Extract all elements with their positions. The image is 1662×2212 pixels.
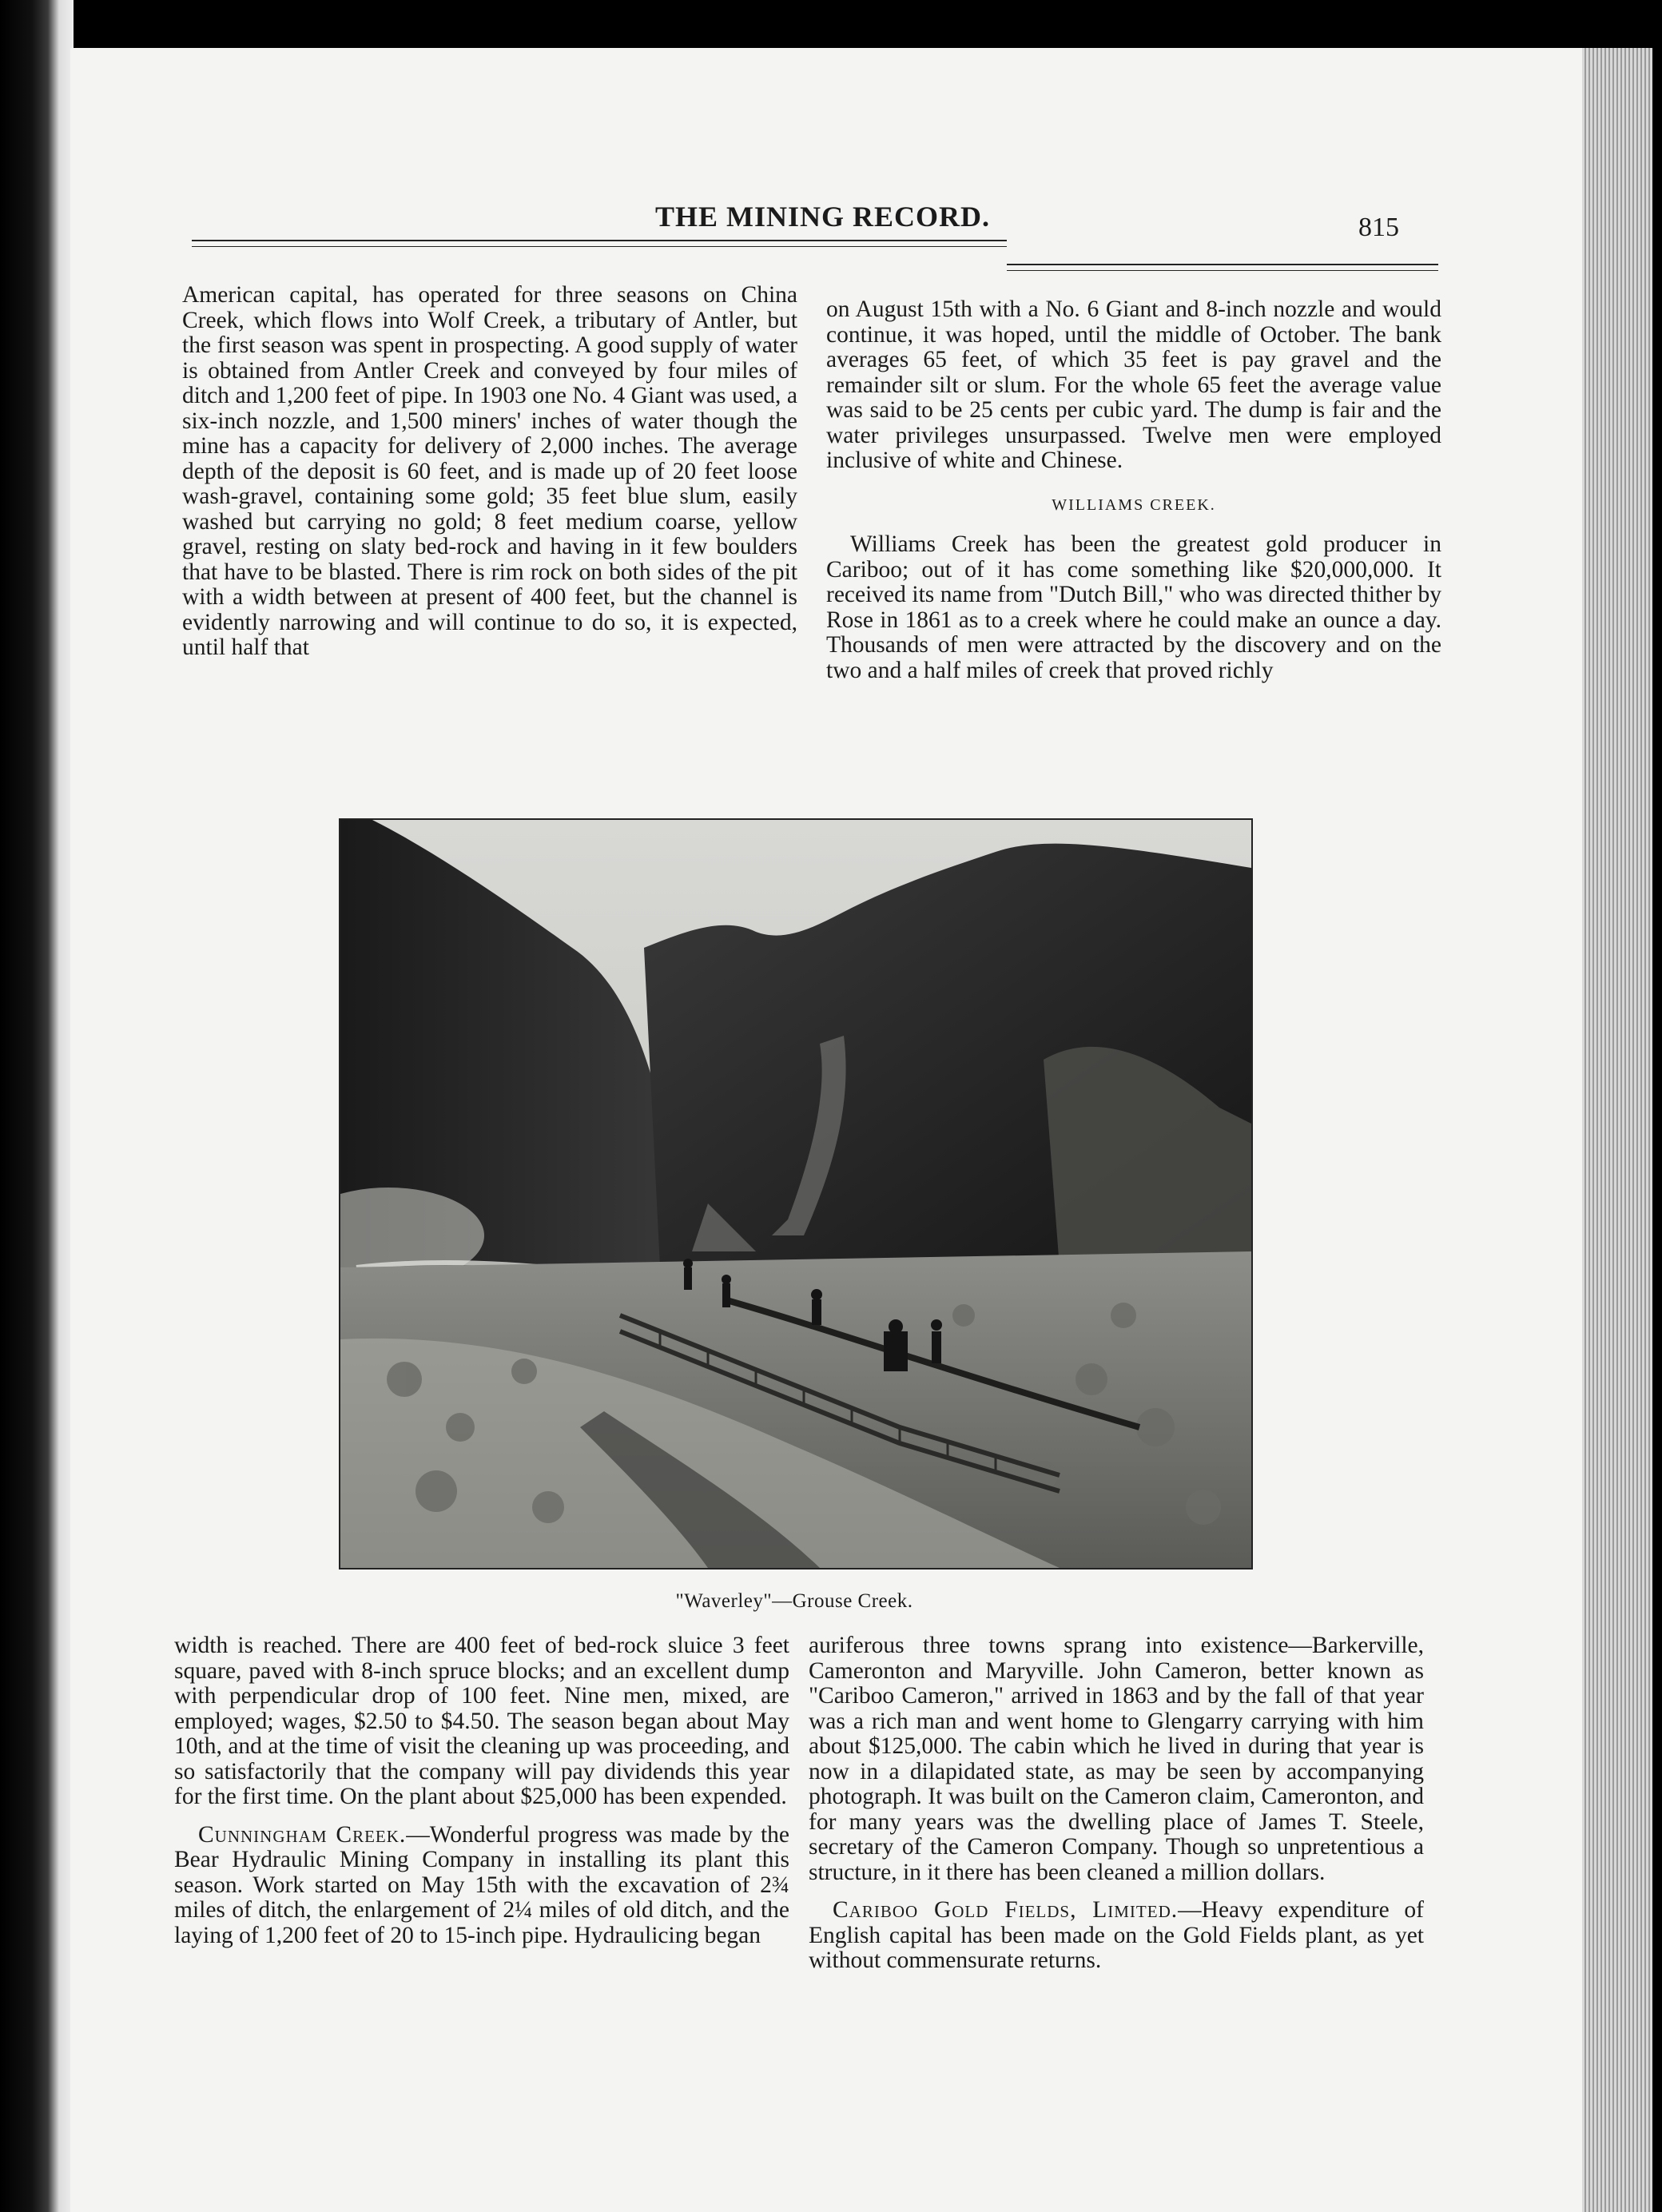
book-binding-edge	[0, 0, 74, 2212]
run-in-head-cunningham-creek: Cunningham Creek.	[198, 1821, 407, 1848]
page-edges	[1582, 48, 1662, 2212]
header-rule-left	[192, 240, 1007, 241]
paragraph-williams-creek: Williams Creek has been the greatest gold producer in Cariboo; out of it has come something like $20,000,000. It received its name from "Dutch Bill," who was directed thither by Rose in 1861 as to a creek where he could make an ounce a day. Thousands of men were attracted by the discovery and on the two and a half miles of creek that proved richly	[826, 531, 1441, 683]
page-header	[192, 200, 1438, 264]
running-head: THE MINING RECORD.	[655, 201, 991, 233]
paragraph-cariboo-gold-fields-text: —Heavy expenditure of English capital has been made on the Gold Fields plant, as yet without commensurate returns.	[809, 1897, 1425, 1973]
paragraph-three-towns: auriferous three towns sprang into existence—Barkerville, Cameronton and Maryville. John Cameron, better known as "Cariboo Cameron," arrived in 1863 and by the fall of that year was a rich man and went home to Glengarry carrying with him about $125,000. The cabin which he lived in during that year is now in a dilapidated state, as may be seen by accompanying photograph. It was built on the Cameron claim, Cameronton, and for many years was the dwelling place of James T. Steele, secretary of the Cameron Company. Though so unpretentious a structure, in it there has been cleaned a million dollars.	[809, 1633, 1424, 1885]
photograph-waverley-grouse-creek	[339, 818, 1253, 1569]
paragraph-china-creek: American capital, has operated for three seasons on China Creek, which flows into Wolf Creek, a tributary of Antler, but the first season was spent in prospecting. A good supply of water is obtained from Antler Creek and conveyed by four miles of ditch and 1,200 feet of pipe. In 1903 one No. 4 Giant was used, a six-inch nozzle, and 1,500 miners' inches of water though the mine has a capacity for delivery of 2,000 inches. The average depth of the deposit is 60 feet, and is made up of 20 feet loose wash-gravel, containing some gold; 35 feet blue slum, easily washed but carrying no gold; 8 feet medium coarse, yellow gravel, resting on slaty bed-rock and having in it few boulders that have to be blasted. There is rim rock on both sides of the pit with a width between at present of 400 feet, but the channel is evidently narrowing and will continue to do so, it is expected, until half that	[182, 282, 797, 660]
header-rule-right	[1007, 264, 1438, 265]
header-rule-left-2	[192, 246, 1007, 247]
paragraph-august-15th: on August 15th with a No. 6 Giant and 8-inch nozzle and would continue, it was hoped, until the middle of October. The bank averages 65 feet, of which 35 feet is pay gravel and the remainder silt or slum. For the whole 65 feet the average value was said to be 25 cents per cubic yard. The dump is fair and the water privileges unsurpassed. Twelve men were employed inclusive of white and Chinese.	[826, 296, 1441, 473]
column-bottom-left	[174, 1633, 789, 1948]
page-number: 815	[1358, 213, 1399, 242]
column-top-right	[826, 297, 1441, 683]
photo-caption: "Waverley"—Grouse Creek.	[675, 1590, 913, 1612]
header-rule-right-2	[1007, 270, 1438, 271]
run-in-head-cariboo-gold-fields: Cariboo Gold Fields, Limited.	[833, 1897, 1179, 1923]
paragraph-cunningham-creek-text: —Wonderful progress was made by the Bear Hydraulic Mining Company in installing its plant this season. Work started on May 15th with the excavation of 2¾ miles of ditch, the enlargement of 2¼ miles of old ditch, and the laying of 1,200 feet of 20 to 15-inch pipe. Hydraulicing began	[174, 1821, 789, 1948]
column-bottom-right	[809, 1633, 1424, 1974]
photo-illustration	[340, 820, 1251, 1568]
paragraph-cariboo-gold-fields	[809, 1898, 1424, 1974]
section-heading-williams-creek: WILLIAMS CREEK.	[1052, 495, 1216, 514]
paragraph-cunningham-creek	[174, 1823, 789, 1949]
column-top-left	[182, 283, 797, 661]
paragraph-sluice: width is reached. There are 400 feet of bed-rock sluice 3 feet square, paved with 8-inch spruce blocks; and an excellent dump with perpendicular drop of 100 feet. Nine men, mixed, are employed; wages, $2.50 to $4.50. The season began about May 10th, and at the time of visit the cleaning up was proceeding, and so satisfactorily that the company will pay dividends this year for the first time. On the plant about $25,000 has been expended.	[174, 1633, 789, 1809]
